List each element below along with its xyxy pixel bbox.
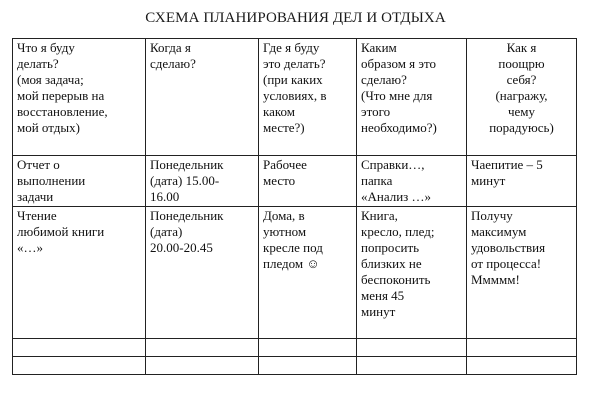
table-cell: Отчет о выполнении задачи bbox=[13, 156, 146, 207]
empty-cell bbox=[357, 339, 467, 357]
table-cell: Книга, кресло, плед; попросить близких не беспоконить меня 45 минут bbox=[357, 207, 467, 339]
table-cell: Получу максимум удовольствия от процесса! Ммммм! bbox=[467, 207, 577, 339]
table-cell: Рабочее место bbox=[259, 156, 357, 207]
table-header-row bbox=[13, 39, 577, 156]
empty-cell bbox=[13, 339, 146, 357]
table-cell: Понедельник (дата) 20.00-20.45 bbox=[146, 207, 259, 339]
table-row bbox=[13, 207, 577, 339]
empty-cell bbox=[259, 357, 357, 375]
table-cell: Справки…, папка «Анализ …» bbox=[357, 156, 467, 207]
planning-table bbox=[12, 38, 577, 375]
empty-cell bbox=[146, 357, 259, 375]
table-cell: Дома, в уютном кресле под пледом ☺ bbox=[259, 207, 357, 339]
empty-table-row bbox=[13, 357, 577, 375]
table-cell: Чаепитие – 5 минут bbox=[467, 156, 577, 207]
empty-cell bbox=[146, 339, 259, 357]
table-cell: Чтение любимой книги «…» bbox=[13, 207, 146, 339]
table-cell: Понедельник (дата) 15.00- 16.00 bbox=[146, 156, 259, 207]
header-cell-reward: Как я поощрю себя? (награжу, чему порадуюсь) bbox=[467, 39, 577, 156]
empty-cell bbox=[259, 339, 357, 357]
empty-cell bbox=[357, 357, 467, 375]
header-cell-where: Где я буду это делать? (при каких условиях, в каком месте?) bbox=[259, 39, 357, 156]
empty-table-row bbox=[13, 339, 577, 357]
empty-cell bbox=[13, 357, 146, 375]
table-row bbox=[13, 156, 577, 207]
document-title: СХЕМА ПЛАНИРОВАНИЯ ДЕЛ И ОТДЫХА bbox=[145, 10, 446, 26]
empty-cell bbox=[467, 357, 577, 375]
header-cell-how: Каким образом я это сделаю? (Что мне для этого необходимо?) bbox=[357, 39, 467, 156]
header-cell-what: Что я буду делать? (моя задача; мой перерыв на восстановление, мой отдых) bbox=[13, 39, 146, 156]
header-cell-when: Когда я сделаю? bbox=[146, 39, 259, 156]
empty-cell bbox=[467, 339, 577, 357]
